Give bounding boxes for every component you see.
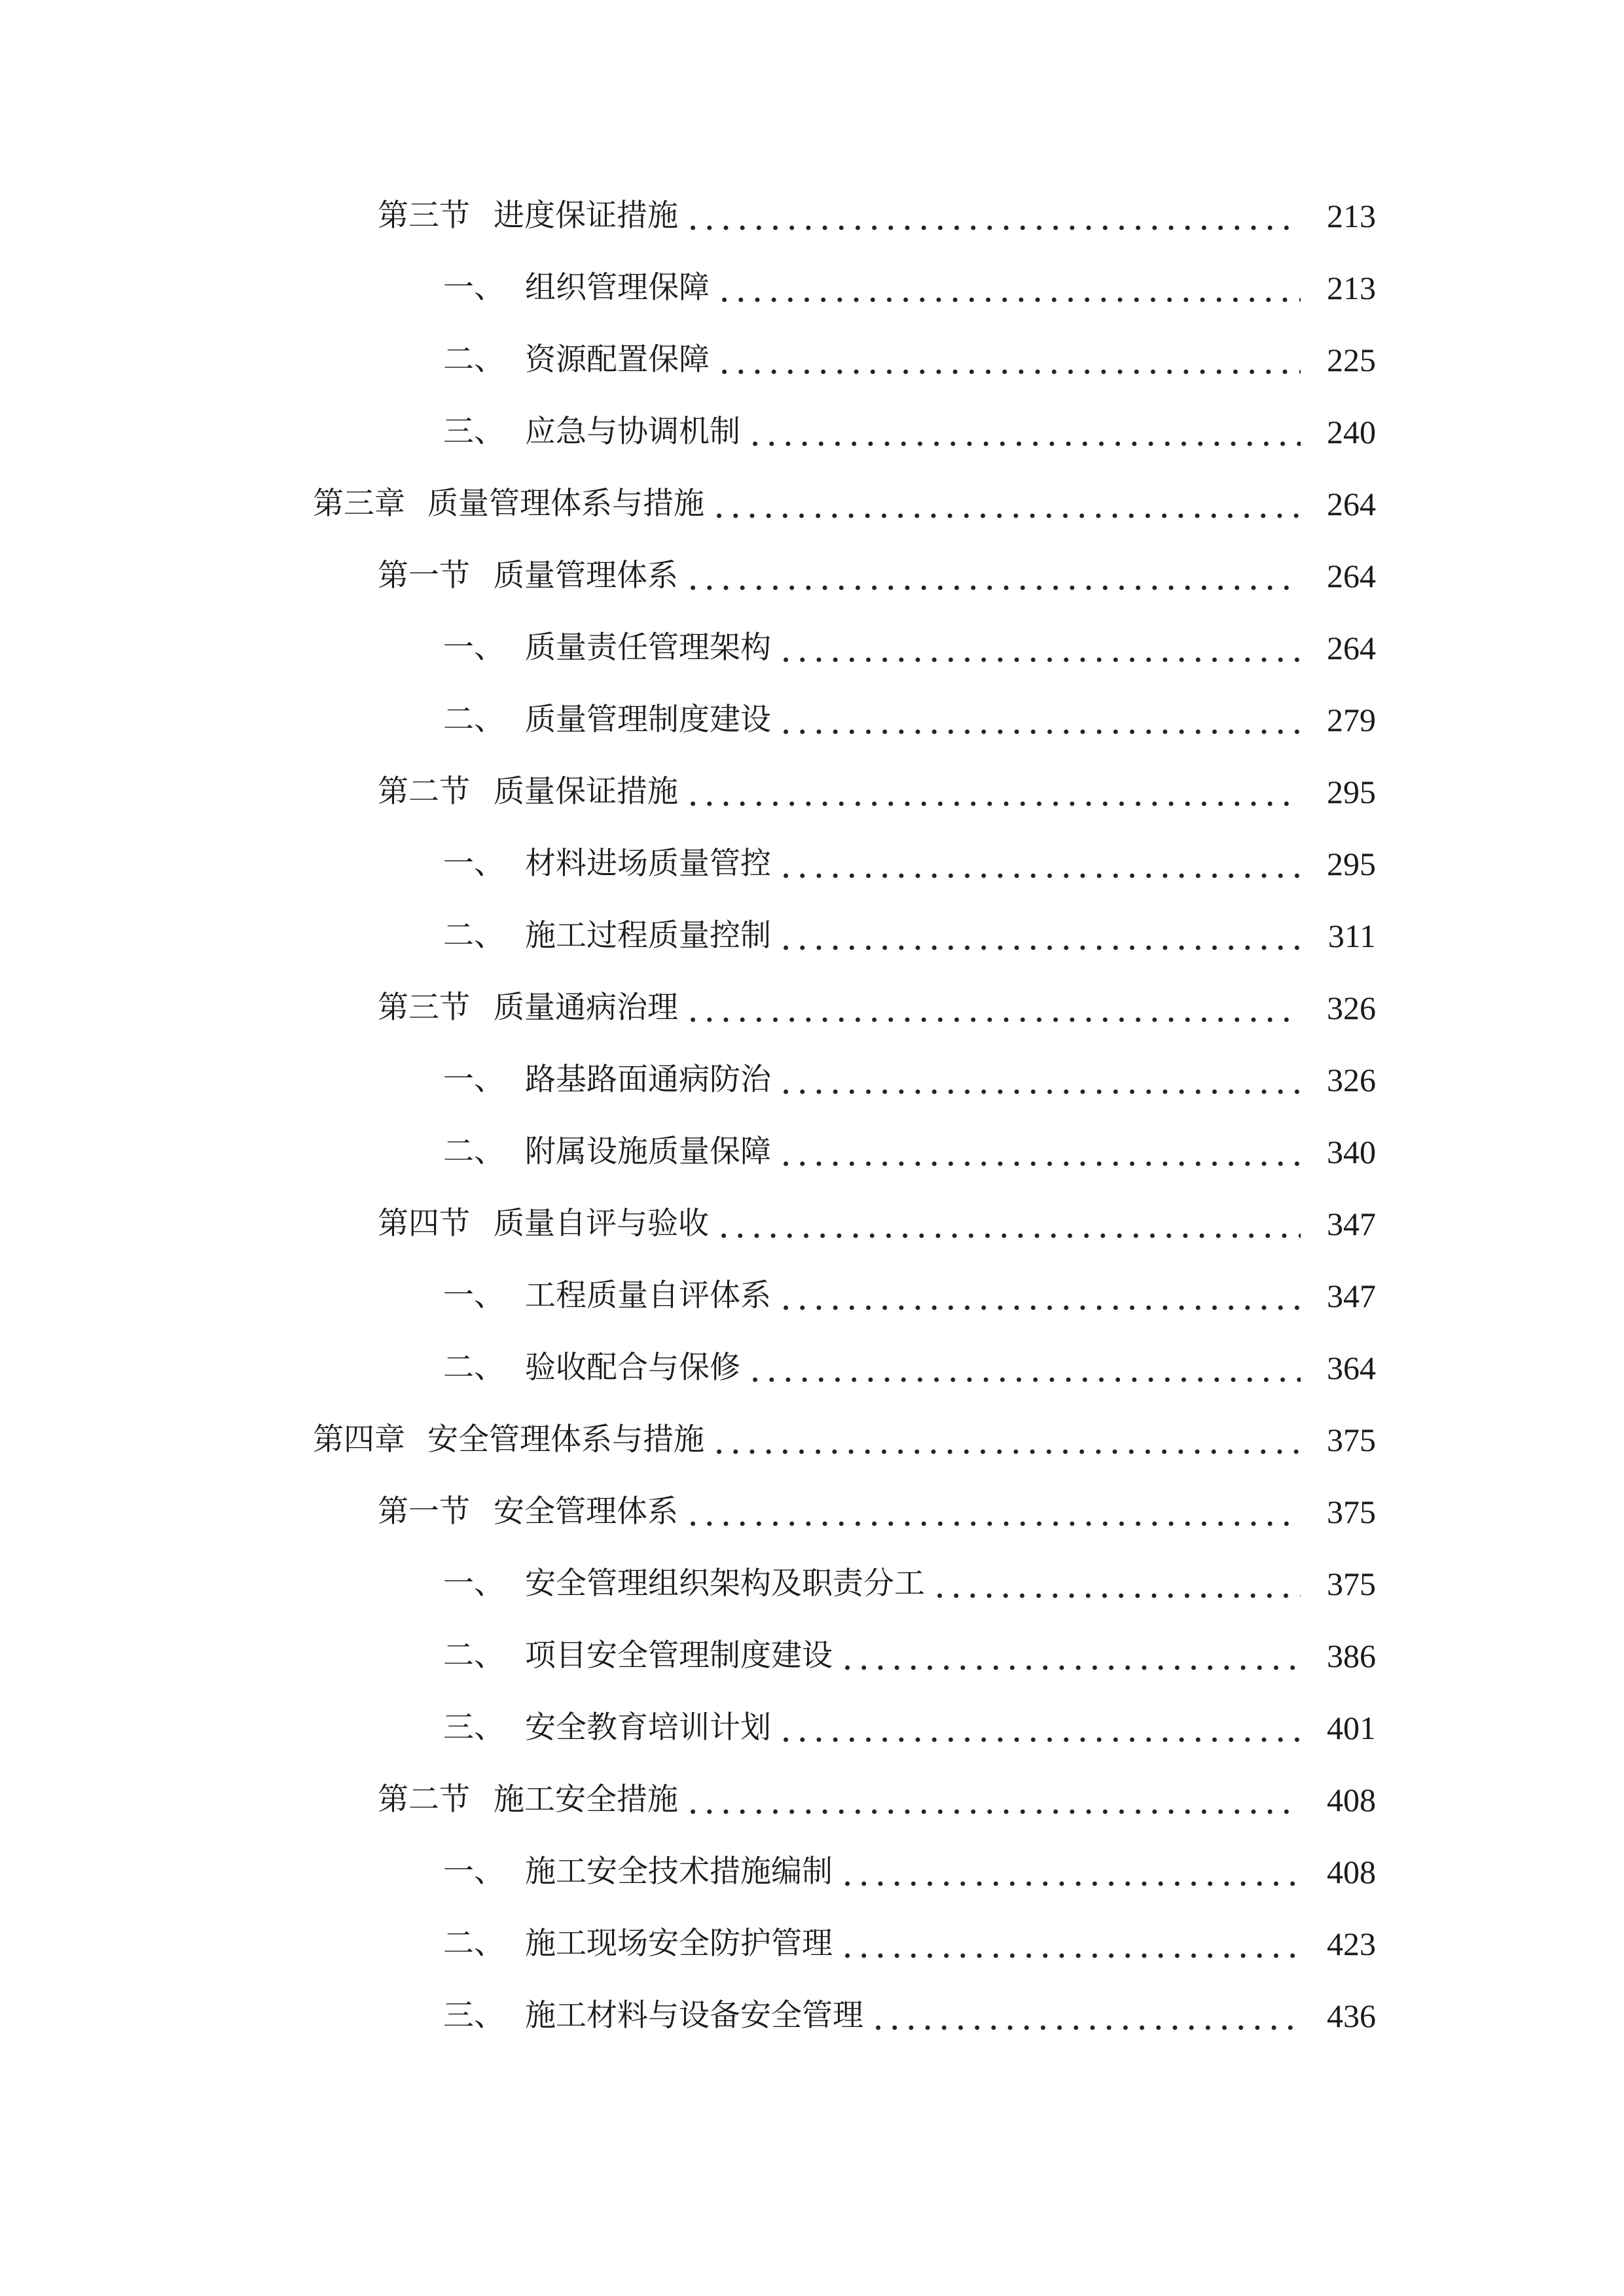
dot-leader [778,1270,1301,1322]
toc-entry[interactable] [443,1846,1376,1898]
toc-entry-number: 一、 [443,1566,505,1602]
toc-entry-page: 295 [1327,774,1376,810]
toc-entry-number: 二、 [443,342,505,378]
dot-leader [778,838,1301,890]
toc-entry-title: 施工过程质量控制 [525,918,771,954]
toc-entry-title: 资源配置保障 [525,342,710,378]
toc-entry[interactable] [443,1054,1376,1106]
toc-entry-page: 401 [1327,1710,1376,1746]
toc-entry-title: 施工安全技术措施编制 [525,1854,833,1890]
toc-entry-title: 质量通病治理 [494,990,678,1026]
toc-entry-number: 一、 [443,1062,505,1098]
toc-entry[interactable] [443,262,1376,314]
toc-entry-title: 材料进场质量管控 [525,846,771,882]
toc-entry-title: 安全教育培训计划 [525,1710,771,1746]
toc-entry-title: 安全管理体系 [494,1494,678,1530]
toc-entry-page: 225 [1327,342,1376,378]
toc-entry[interactable] [443,694,1376,746]
toc-entry-page: 408 [1327,1854,1376,1890]
toc-entry-title: 质量责任管理架构 [525,630,771,666]
dot-leader [685,550,1301,602]
dot-leader [685,1774,1301,1826]
toc-entry[interactable] [443,1342,1376,1394]
toc-entry-number: 第三节 [378,990,470,1026]
toc-entry-title: 项目安全管理制度建设 [525,1638,833,1674]
toc-entry[interactable] [378,190,1376,242]
toc-entry-page: 264 [1327,630,1376,666]
toc-entry-title: 路基路面通病防治 [525,1062,771,1098]
toc-entry-number: 三、 [443,414,505,450]
dot-leader [716,334,1301,386]
toc-entry-page: 364 [1327,1350,1376,1386]
toc-entry-number: 第一节 [378,558,470,594]
toc-entry-number: 第三章 [313,486,405,522]
toc-entry[interactable] [443,1702,1376,1754]
toc-entry[interactable] [443,1558,1376,1610]
toc-entry-title: 工程质量自评体系 [525,1278,771,1314]
toc-entry-number: 第二节 [378,1782,470,1818]
toc-entry[interactable] [443,406,1376,458]
dot-leader [778,622,1301,674]
dot-leader [778,910,1301,962]
toc-entry-number: 一、 [443,270,505,306]
toc-entry-title: 安全管理组织架构及职责分工 [525,1566,925,1602]
toc-entry-title: 进度保证措施 [494,198,678,234]
toc-entry-title: 验收配合与保修 [525,1350,740,1386]
dot-leader [685,982,1301,1034]
toc-entry-page: 375 [1327,1494,1376,1530]
toc-entry[interactable] [378,550,1376,602]
toc-entry-page: 347 [1327,1278,1376,1314]
toc-entry[interactable] [313,1414,1376,1466]
toc-entry-number: 一、 [443,846,505,882]
toc-entry-page: 213 [1327,198,1376,234]
toc-entry[interactable] [378,982,1376,1034]
toc-entry-page: 295 [1327,846,1376,882]
toc-entry[interactable] [443,1126,1376,1178]
toc-entry[interactable] [443,1630,1376,1682]
toc-entry-number: 三、 [443,1998,505,2034]
dot-leader [839,1918,1301,1970]
toc-entry-page: 340 [1327,1134,1376,1170]
toc-entry-number: 二、 [443,1926,505,1962]
toc-entry-number: 第二节 [378,774,470,810]
toc-entry[interactable] [378,766,1376,818]
dot-leader [685,190,1301,242]
dot-leader [839,1630,1301,1682]
toc-entry-page: 311 [1327,918,1376,954]
dot-leader [711,1414,1301,1466]
toc-entry[interactable] [443,1990,1376,2042]
toc-entry-number: 二、 [443,918,505,954]
toc-entry[interactable] [378,1774,1376,1826]
toc-entry-page: 326 [1327,1062,1376,1098]
toc-entry-page: 240 [1327,414,1376,450]
dot-leader [931,1558,1301,1610]
toc-entry-number: 二、 [443,1638,505,1674]
dot-leader [747,1342,1301,1394]
dot-leader [778,1054,1301,1106]
toc-entry-title: 质量保证措施 [494,774,678,810]
toc-entry-page: 386 [1327,1638,1376,1674]
toc-entry-number: 二、 [443,1134,505,1170]
toc-entry-page: 279 [1327,702,1376,738]
toc-entry-page: 423 [1327,1926,1376,1962]
toc-entry-number: 二、 [443,1350,505,1386]
toc-entry-title: 施工现场安全防护管理 [525,1926,833,1962]
toc-entry-number: 三、 [443,1710,505,1746]
dot-leader [716,262,1301,314]
toc-entry-page: 375 [1327,1422,1376,1458]
dot-leader [778,1126,1301,1178]
toc-entry-title: 应急与协调机制 [525,414,740,450]
toc-entry-number: 第三节 [378,198,470,234]
toc-entry-number: 第一节 [378,1494,470,1530]
toc-entry-title: 安全管理体系与措施 [427,1422,704,1458]
toc-entry[interactable] [378,1198,1376,1250]
toc-entry[interactable] [443,334,1376,386]
dot-leader [778,694,1301,746]
toc-entry-number: 一、 [443,1854,505,1890]
toc-entry[interactable] [443,1270,1376,1322]
toc-entry-title: 组织管理保障 [525,270,710,306]
toc-entry-number: 一、 [443,630,505,666]
toc-entry-page: 347 [1327,1206,1376,1242]
toc-entry-title: 施工材料与设备安全管理 [525,1998,863,2034]
dot-leader [839,1846,1301,1898]
dot-leader [778,1702,1301,1754]
toc-entry-page: 408 [1327,1782,1376,1818]
toc-entry[interactable] [443,1918,1376,1970]
toc-entry-page: 436 [1327,1998,1376,2034]
dot-leader [715,1198,1301,1250]
toc-entry-number: 第四章 [313,1422,405,1458]
toc-entry-number: 一、 [443,1278,505,1314]
toc-entry-page: 326 [1327,990,1376,1026]
dot-leader [870,1990,1301,2042]
toc-entry[interactable] [378,1486,1376,1538]
toc-entry-page: 264 [1327,558,1376,594]
toc-entry-page: 213 [1327,270,1376,306]
toc-entry[interactable] [313,478,1376,530]
toc-entry-page: 264 [1327,486,1376,522]
toc-entry[interactable] [443,910,1376,962]
toc-entry-number: 二、 [443,702,505,738]
toc-entry-title: 质量自评与验收 [494,1206,709,1242]
dot-leader [685,766,1301,818]
toc-entry-title: 施工安全措施 [494,1782,678,1818]
dot-leader [711,478,1301,530]
toc-entry-page: 375 [1327,1566,1376,1602]
dot-leader [747,406,1301,458]
toc-entry-title: 质量管理体系 [494,558,678,594]
dot-leader [685,1486,1301,1538]
toc-entry-number: 第四节 [378,1206,470,1242]
toc-entry[interactable] [443,622,1376,674]
toc-entry-title: 质量管理体系与措施 [427,486,704,522]
toc-entry-title: 质量管理制度建设 [525,702,771,738]
toc-entry-title: 附属设施质量保障 [525,1134,771,1170]
toc-entry[interactable] [443,838,1376,890]
